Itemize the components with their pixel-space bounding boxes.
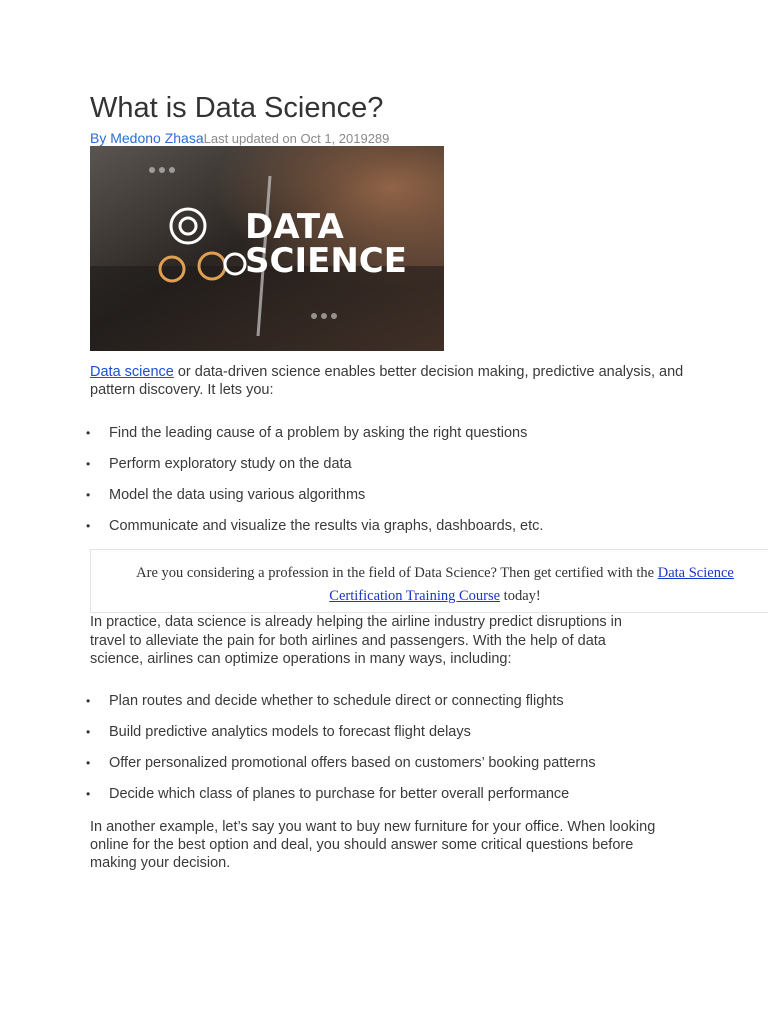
intro-paragraph: Data science or data-driven science enables better decision making, predictive analysis, and pattern discovery. It lets you:	[90, 364, 684, 398]
data-science-link[interactable]: Data science	[90, 364, 174, 380]
list-item: • Communicate and visualize the results via graphs, dashboards, etc.	[90, 517, 710, 548]
hero-text-science: SCIENCE	[245, 241, 407, 281]
list-item: • Offer personalized promotional offers based on customers’ booking patterns	[90, 754, 710, 785]
byline	[90, 130, 389, 146]
furniture-paragraph: In another example, let’s say you want to buy new furniture for your office. When looking online for the best option and deal, you should answer some critical questions before making your decision.	[90, 819, 656, 871]
page-title: What is Data Science?	[90, 92, 384, 124]
airline-list	[90, 692, 710, 816]
list-item: • Perform exploratory study on the data	[90, 455, 710, 486]
hero-text-data: DATA	[245, 207, 344, 247]
course-callout: Are you considering a profession in the field of Data Science? Then get certified with the Data Science Certification Training Course today!	[90, 549, 768, 613]
list-item: • Find the leading cause of a problem by asking the right questions	[90, 424, 710, 455]
last-updated: Last updated on Oct 1, 2019289	[203, 131, 390, 146]
list-item: • Plan routes and decide whether to schedule direct or connecting flights	[90, 692, 710, 723]
course-link[interactable]: Data Science Certification Training Course	[329, 565, 734, 604]
airline-paragraph: In practice, data science is already helping the airline industry predict disruptions in travel to alleviate the pain for both airlines and passengers. With the help of data science, airlines can optimize operations in many ways, including:	[90, 614, 622, 667]
list-item: • Build predictive analytics models to forecast flight delays	[90, 723, 710, 754]
benefits-list	[90, 424, 710, 548]
list-item: • Decide which class of planes to purchase for better overall performance	[90, 785, 710, 816]
author-link[interactable]: By Medono Zhasa	[90, 130, 204, 146]
hero-image	[90, 146, 444, 351]
list-item: • Model the data using various algorithms	[90, 486, 710, 517]
